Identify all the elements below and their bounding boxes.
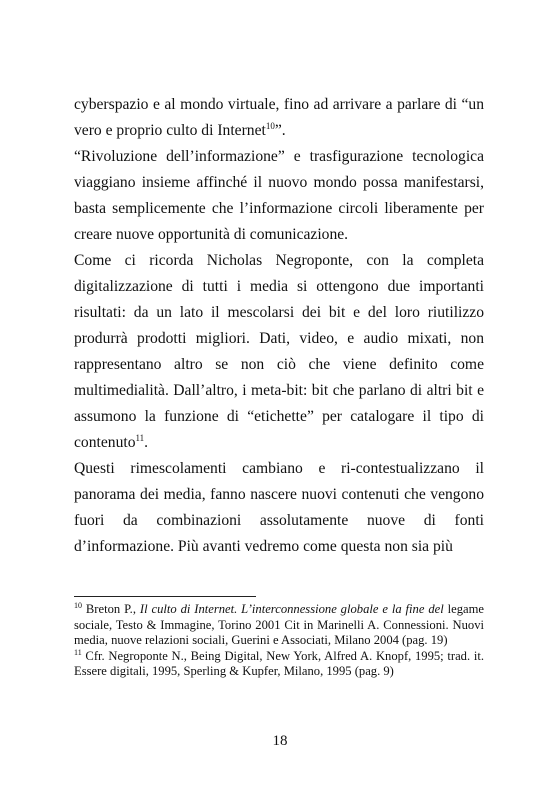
paragraph: Come ci ricorda Nicholas Negroponte, con la completa digitalizzazione di tutti i media si ottengono due importanti risultati: da un lato il mescolarsi dei bit e del loro riutilizzo produrrà prodotti migliori. Dati, video, e audio mixati, non rappresentano altro se non ciò che viene definito come multimedialità. Dall’altro, i meta-bit: bit che parlano di altri bit e assumono la funzione di “etichette” per catalogare il tipo di contenuto$^{11}$. xyxy=(74,252,484,451)
footnote-ref[interactable]: 10 xyxy=(265,120,275,131)
footnote-title: Il culto di Internet. L’interconnessione globale e la fine del xyxy=(139,602,444,616)
paragraph: cyberspazio e al mondo virtuale, fino ad arrivare a parlare di “un vero e proprio culto di Internet$^{10}$”. xyxy=(74,96,484,139)
footnote: $^{10}$ Breton P., Il culto di Internet. L’interconnessione globale e la fine del legame sociale, Testo & Immagine, Torino 2001 Cit in Marinelli A. Connessioni. Nuovi media, nuove relazioni sociali, Guerini e Associati, Milano 2004 (pag. 19) xyxy=(74,600,484,647)
footnote-number: 10 xyxy=(74,600,82,610)
paragraph: Questi rimescolamenti cambiano e ri-contestualizzano il panorama dei media, fanno nascere nuovi contenuti che vengono fuori da combinazioni assolutamente nuove di fonti d’informazione. Più avanti vedremo come questa non sia più xyxy=(74,460,484,555)
footnote: $^{11}$ Cfr. Negroponte N., Being Digital, New York, Alfred A. Knopf, 1995; trad. it. Essere digitali, 1995, Sperling & Kupfer, Milano, 1995 (pag. 9) xyxy=(74,647,484,678)
footnote-divider xyxy=(74,596,256,597)
page-number: 18 xyxy=(272,733,288,749)
footnote-ref[interactable]: 11 xyxy=(135,432,145,443)
footnote-number: 11 xyxy=(74,647,82,657)
body-text xyxy=(74,92,484,560)
paragraph: “Rivoluzione dell’informazione” e trasfigurazione tecnologica viaggiano insieme affinché il nuovo mondo possa manifestarsi, basta semplicemente che l’informazione circoli liberamente per creare nuove opportunità di comunicazione. xyxy=(74,148,484,243)
footnotes xyxy=(74,602,484,680)
